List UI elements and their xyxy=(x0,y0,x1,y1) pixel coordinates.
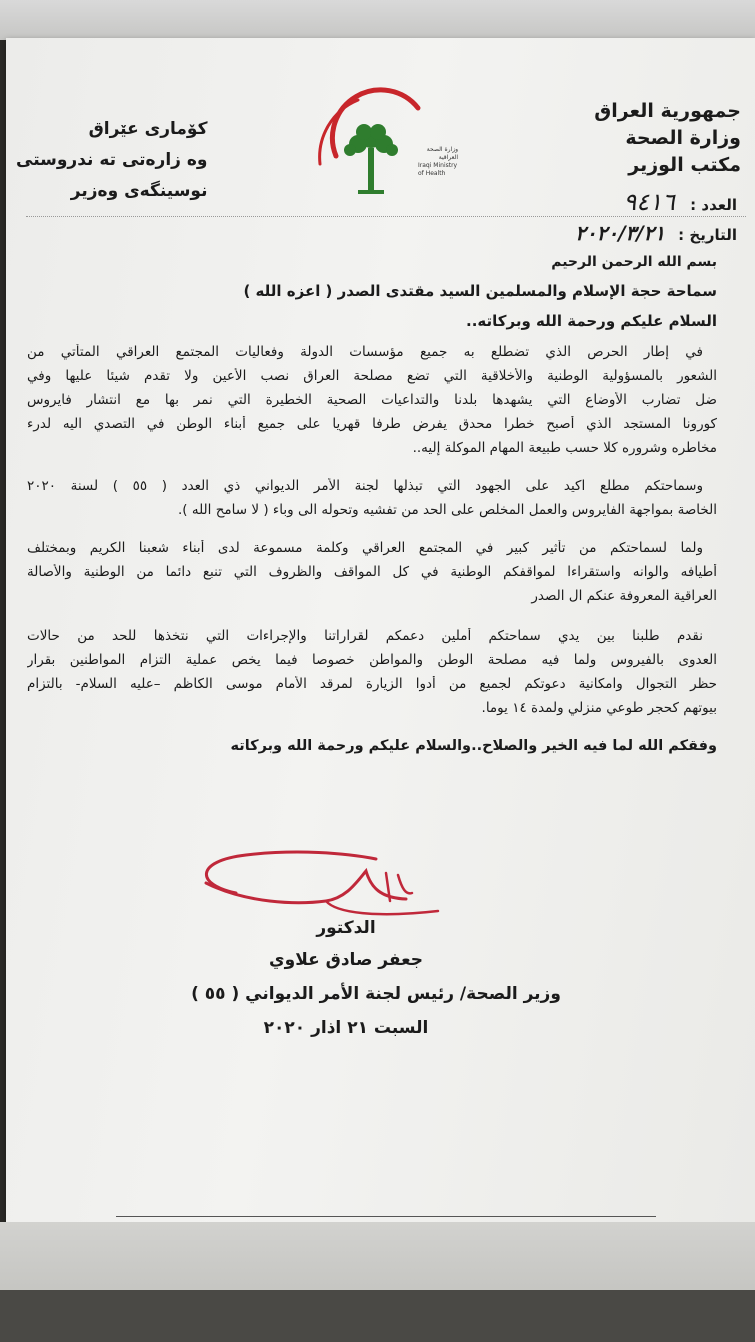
signatory-title: الدكتور xyxy=(316,918,376,938)
kurdish-header xyxy=(16,114,207,207)
paragraph-line: الشعور بالمسؤولية الوطنية والأخلاقية التي تضع مصلحة العراق نصب الأعين ولا تقدم شيئا عليها وفي xyxy=(27,368,717,384)
paragraph-line: بيوتهم كحجر طوعي منزلي ولمدة ١٤ يوما. xyxy=(481,700,717,716)
date-value: ٢٠٢٠/٣/٢١ xyxy=(575,221,665,245)
paragraph-line: حظر التجوال وامكانية دعوتكم لجميع من أدوا الزيارة لمرقد الأمام موسى الكاظم –عليه السلام- بالتزام xyxy=(27,676,717,692)
number-label: العدد : xyxy=(690,196,737,214)
screen-top-band xyxy=(0,0,755,40)
logo-caption xyxy=(418,146,458,178)
reference-number xyxy=(623,188,737,216)
header-line-office: مكتب الوزير xyxy=(628,154,741,176)
footer-divider xyxy=(116,1216,656,1217)
kurdish-line-ministry: وه زارەتی ته ندروستی xyxy=(16,150,208,170)
paragraph-line: العراقية المعروفة عنكم ال الصدر xyxy=(531,588,717,604)
signatory-position: وزير الصحة/ رئيس لجنة الأمر الديواني ( ٥٥ ) xyxy=(191,984,561,1004)
arabic-header xyxy=(594,98,741,179)
closing-line: وفقكم الله لما فيه الخير والصلاح..والسلام عليكم ورحمة الله وبركاته xyxy=(230,738,717,754)
table-edge xyxy=(0,1290,755,1342)
logo-name-text: وزارة الصحة العراقية xyxy=(426,146,458,161)
date-label: التاريخ : xyxy=(678,226,737,244)
paragraph-line: في إطار الحرص الذي تضطلع به جميع مؤسسات الدولة وفعاليات المجتمع العراقي المتأتي من xyxy=(27,344,703,360)
paragraph-line: نقدم طلبنا بين يدي سماحتكم أملين دعمكم لقراراتنا والإجراءات التي نتخذها للحد من حالات xyxy=(27,628,703,644)
logo-sub-text: Iraqi Ministry of Health xyxy=(418,162,458,177)
paragraph-line: ضل تضارب الأوضاع التي يشهدها بلدنا والتداعيات الصحية الخطيرة التي نمر بها مع انتشار فايروس xyxy=(27,392,717,408)
paragraph-line: الخاصة بمواجهة الفايروس والعمل المخلص على الحد من تفشيه وتحوله الى وباء ( لا سامح الله ). xyxy=(178,502,717,518)
paragraph-line: ولما لسماحتكم من تأثير كبير في المجتمع العراقي وكلمة مسموعة لدى أبناء شعبنا الكريم وبمختلف xyxy=(27,540,703,556)
greeting: السلام عليكم ورحمة الله وبركاته.. xyxy=(466,312,717,330)
kurdish-line-office: نوسینگەی وەزیر xyxy=(70,181,208,201)
number-value: ٩٤١٦ xyxy=(623,188,675,216)
paragraph-line: مخاطره وشروره كلا حسب طبيعة المهام الموكلة إليه.. xyxy=(412,440,717,456)
paragraph-line: أطيافه والوانه واستقراءا لمواقفكم الوطنية في كل المواقف والظروف التي تنبع دائما من الوطنية والأصالة xyxy=(27,564,717,580)
letter-paper xyxy=(6,38,755,1223)
header-line-ministry: وزارة الصحة xyxy=(625,127,741,149)
signing-date: السبت ٢١ اذار ٢٠٢٠ xyxy=(263,1018,429,1038)
header-line-republic: جمهورية العراق xyxy=(594,100,741,122)
paragraph-line: وسماحتكم مطلع اكيد على الجهود التي تبذلها لجنة الأمر الديواني ذي العدد ( ٥٥ ) لسنة ٢٠٢٠ xyxy=(27,478,703,494)
addressee: سماحة حجة الإسلام والمسلمين السيد مقتدى الصدر ( اعزه الله ) xyxy=(243,282,717,300)
kurdish-line-republic: كۆماری عێراق xyxy=(88,119,208,139)
signatory-name: جعفر صادق علاوي xyxy=(269,950,423,970)
basmala: بسم الله الرحمن الرحيم xyxy=(551,254,717,270)
header-divider xyxy=(26,216,746,217)
paragraph-line: كورونا المستجد الذي أصبح خطرا محدق يفرض طرفا قهريا على جميع أبناء الوطن في التصدي اليه لدرء xyxy=(27,416,717,432)
paragraph-line: العدوى بالفيروس ولما فيه مصلحة الوطن والمواطن خصوصا فيما يخص عملية التزام المواطنين بقرار xyxy=(27,652,717,668)
reference-date xyxy=(575,221,737,245)
